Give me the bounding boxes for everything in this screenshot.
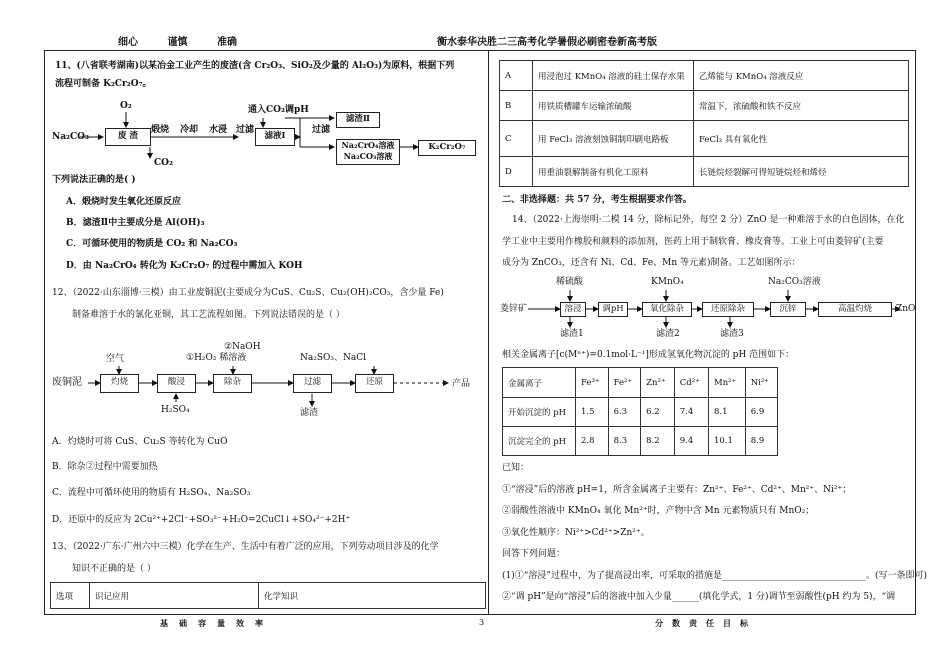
table-row <box>503 368 778 398</box>
q14-start-fe3: 1.5 <box>576 398 609 427</box>
q14-end: ZnO <box>896 304 916 314</box>
q11-co2: CO₂ <box>154 158 173 168</box>
q12-box-acid: 酸浸 <box>157 374 196 393</box>
table-row <box>500 121 909 157</box>
page-number: 3 <box>479 618 485 627</box>
q14-na2co3: Na₂CO₃溶液 <box>768 277 821 287</box>
table-row <box>500 61 909 91</box>
q13-head-knowledge: 化学知识 <box>259 583 486 609</box>
header-title: 衡水泰华决胜二三高考化学暑假必刷密卷新高考版 <box>437 37 657 48</box>
q12-option-d: D．还原中的反应为 2Cu²⁺+2Cl⁻+SO₃²⁻+H₂O=2CuCl↓+SO₄²⁻+2H⁺ <box>52 515 351 525</box>
q14-ion-header: 金属离子 <box>503 368 576 398</box>
q12-box-purify: 除杂 <box>213 374 252 393</box>
q14-start: 菱锌矿 <box>500 304 528 314</box>
q13-row-b-option: B <box>500 91 533 121</box>
q14-start-cd2: 7.4 <box>674 398 708 427</box>
q14-stem-line2: 学工业中主要用作橡胶和颜料的添加剂，医药上用于制软膏、橡皮膏等。工业上可由菱锌矿(主要 <box>502 237 884 247</box>
q11-na2co3: Na₂CO₃ <box>52 132 89 142</box>
q14-box-calcine: 高温灼烧 <box>818 302 892 317</box>
q14-start-ni2: 6.9 <box>745 398 777 427</box>
q14-end-zn2: 8.2 <box>641 427 675 456</box>
q13-row-b-knowledge: 常温下，浓硫酸和铁不反应 <box>694 91 909 121</box>
q11-box-feizha: 废 渣 <box>105 128 151 146</box>
q14-end-mn2: 10.1 <box>709 427 746 456</box>
q12-air: 空气 <box>106 354 125 364</box>
q14-ph-table <box>502 367 778 456</box>
q11-o2: O₂ <box>120 101 132 111</box>
q13-table-head <box>50 582 486 609</box>
q12-h2so4: H₂SO₄ <box>161 405 190 415</box>
q12-stem-line1: 12、（2022·山东淄博·三模）由工业废铜泥(主要成分为CuS、Cu₂S、Cu₂(OH)₂CO₃，含少量 Fe) <box>52 288 444 298</box>
q14-end-fe2: 8.3 <box>608 427 641 456</box>
q11-box-lvye1: 滤液Ⅰ <box>255 128 295 146</box>
q13-row-a-option: A <box>500 61 533 91</box>
q11-option-b: B．滤渣Ⅱ中主要成分是 Al(OH)₃ <box>66 218 205 228</box>
q14-known-3: ③氧化性顺序：Ni²⁺>Cd²⁺>Zn²⁺。 <box>502 528 650 538</box>
q14-lz1: 滤渣1 <box>560 329 584 339</box>
q12-product: 产品 <box>452 379 471 389</box>
q12-start: 废铜泥 <box>52 377 82 388</box>
section-2-title: 二、非选择题：共 57 分，考生根据要求作答。 <box>502 195 692 205</box>
q13-row-c-knowledge: FeCl₃ 具有氧化性 <box>694 121 909 157</box>
footer-motto-right: 分数责任目标 <box>655 618 757 628</box>
table-row <box>503 427 778 456</box>
q13-stem-line1: 13、（2022·广东·广州六中三模）化学在生产、生活中有着广泛的应用，下列劳动项目涉及的化学 <box>52 542 439 552</box>
q14-known: 已知： <box>502 463 530 473</box>
q14-lz2: 滤渣2 <box>656 329 680 339</box>
q13-head-option: 选项 <box>51 583 90 609</box>
q14-ion-zn2: Zn²⁺ <box>641 368 675 398</box>
q14-box-ph: 调pH <box>598 302 628 317</box>
q11-tongru: 通入CO₂调pH <box>248 105 309 115</box>
q14-end-ni2: 8.9 <box>745 427 777 456</box>
q12-option-a: A．灼烧时可将 CuS、Cu₂S 等转化为 CuO <box>52 437 228 447</box>
q12-stem-line2: 制备难溶于水的氯化亚铜，其工艺流程如图。下列说法错误的是（ ） <box>72 310 345 320</box>
q14-box-oxidize: 氧化除杂 <box>642 302 692 317</box>
q12-naoh: ②NaOH <box>224 342 261 352</box>
q13-head-usage: 识记应用 <box>90 583 259 609</box>
q14-ion-fe2: Fe²⁺ <box>608 368 641 398</box>
q13-row-b-usage: 用铁质槽罐车运输浓硫酸 <box>533 91 694 121</box>
q12-option-b: B．除杂②过程中需要加热 <box>52 462 158 472</box>
q11-box-lvzha2: 滤渣Ⅱ <box>336 112 380 128</box>
q14-stem-line1: 14、（2022·上海崇明·二模 14 分，除标记外，每空 2 分）ZnO 是一种难溶于水的白色固体，在化 <box>512 215 905 225</box>
q13-stem-line2: 知识不正确的是（ ） <box>72 564 156 574</box>
q11-stem-line2: 流程可制备 K₂Cr₂O₇。 <box>55 79 152 89</box>
q11-step-filter1: 过滤 <box>236 125 255 135</box>
q14-ion-fe3: Fe³⁺ <box>576 368 609 398</box>
q14-end-header: 沉淀完全的 pH <box>503 427 576 456</box>
q11-step-leach: 水浸 <box>209 125 228 135</box>
q14-acid: 稀硫酸 <box>556 277 584 287</box>
q14-stem-line3: 成分为 ZnCO₃，还含有 Ni、Cd、Fe、Mn 等元素)制备。工艺如图所示： <box>502 258 801 268</box>
page-footer <box>0 618 950 632</box>
q14-answer-2: ②“调 pH”是向“溶浸”后的溶液中加入少量______(填化学式，1 分)调节至弱酸性(pH 约为 5)，“调 <box>502 592 896 602</box>
q14-ion-cd2: Cd²⁺ <box>674 368 708 398</box>
q11-step-calcine: 煅烧 <box>151 125 170 135</box>
q12-box-filter: 过滤 <box>293 374 332 393</box>
footer-motto-left: 基础容量效率 <box>160 618 274 628</box>
q14-box-precip: 沉锌 <box>770 302 806 317</box>
q11-box-product: K₂Cr₂O₇ <box>418 140 476 156</box>
q12-box-reduce: 还原 <box>355 374 394 393</box>
q14-start-fe2: 6.3 <box>608 398 641 427</box>
q13-row-d-knowledge: 长链烷烃裂解可得短链烷烃和烯烃 <box>694 157 909 187</box>
q14-table-intro: 相关金属离子[c(Mⁿ⁺)=0.1mol·L⁻¹]形成氢氧化物沉淀的 pH 范围如下： <box>502 350 795 360</box>
header-motto: 细心 谨慎 准确 <box>118 37 237 48</box>
q14-ion-ni2: Ni²⁺ <box>745 368 777 398</box>
page-header <box>0 33 950 47</box>
q12-lvzha: 滤渣 <box>300 408 319 418</box>
q12-h2o2: ①H₂O₂ 稀溶液 <box>186 353 247 363</box>
table-row <box>500 91 909 121</box>
table-row <box>503 398 778 427</box>
table-row <box>51 583 486 609</box>
q14-ion-mn2: Mn²⁺ <box>709 368 746 398</box>
q14-known-1: ①“溶浸”后的溶液 pH=1，所含金属离子主要有：Zn²⁺、Fe²⁺、Cd²⁺、Mn²⁺、Ni²⁺； <box>502 485 852 495</box>
q14-start-header: 开始沉淀的 pH <box>503 398 576 427</box>
q11-option-d: D．由 Na₂CrO₄ 转化为 K₂Cr₂O₇ 的过程中需加入 KOH <box>66 261 303 271</box>
q12-option-c: C．流程中可循环使用的物质有 H₂SO₄、Na₂SO₃ <box>52 488 251 498</box>
q11-prompt: 下列说法正确的是( ) <box>52 175 136 185</box>
q14-ask: 回答下列问题： <box>502 549 566 559</box>
q14-kmno4: KMnO₄ <box>651 277 684 287</box>
q11-option-c: C．可循环使用的物质是 CO₂ 和 Na₂CO₃ <box>66 239 238 249</box>
q11-mix-line1: Na₂CrO₄溶液 <box>341 140 395 150</box>
q11-option-a: A．煅烧时发生氧化还原反应 <box>66 197 181 207</box>
q14-end-cd2: 9.4 <box>674 427 708 456</box>
q14-box-dissolve: 溶浸 <box>560 302 586 317</box>
q12-box-burn: 灼烧 <box>100 374 139 393</box>
q11-box-mix <box>336 139 400 165</box>
table-row <box>500 157 909 187</box>
q14-answer-1: (1)①“溶浸”过程中，为了提高浸出率，可采取的措施是________________________________。(写一条即可) <box>502 571 927 581</box>
q14-box-reduce: 还原除杂 <box>702 302 754 317</box>
q13-row-c-option: C <box>500 121 533 157</box>
q13-row-d-option: D <box>500 157 533 187</box>
q14-start-zn2: 6.2 <box>641 398 675 427</box>
q12-na2so3: Na₂SO₃、NaCl <box>300 353 367 363</box>
q13-row-c-usage: 用 FeCl₃ 溶液刻蚀铜制印刷电路板 <box>533 121 694 157</box>
q11-mix-line2: Na₂CO₃溶液 <box>343 151 393 161</box>
q11-stem-line1: 11、(八省联考湖南)以某冶金工业产生的废渣(含 Cr₂O₃、SiO₂及少量的 Al₂O₃)为原料，根据下列 <box>55 61 455 71</box>
q13-row-a-knowledge: 乙烯能与 KMnO₄ 溶液反应 <box>694 61 909 91</box>
q14-end-fe3: 2.8 <box>576 427 609 456</box>
q14-known-2: ②弱酸性溶液中 KMnO₄ 氧化 Mn²⁺时，产物中含 Mn 元素物质只有 MnO₂； <box>502 506 815 516</box>
q13-row-d-usage: 用重油裂解制备有机化工原料 <box>533 157 694 187</box>
q11-step-filter2: 过滤 <box>312 125 331 135</box>
q13-row-a-usage: 用浸泡过 KMnO₄ 溶液的硅土保存水果 <box>533 61 694 91</box>
q14-lz3: 滤渣3 <box>720 329 744 339</box>
q11-step-cool: 冷却 <box>180 125 199 135</box>
q14-start-mn2: 8.1 <box>709 398 746 427</box>
q13-table-body <box>499 60 909 187</box>
